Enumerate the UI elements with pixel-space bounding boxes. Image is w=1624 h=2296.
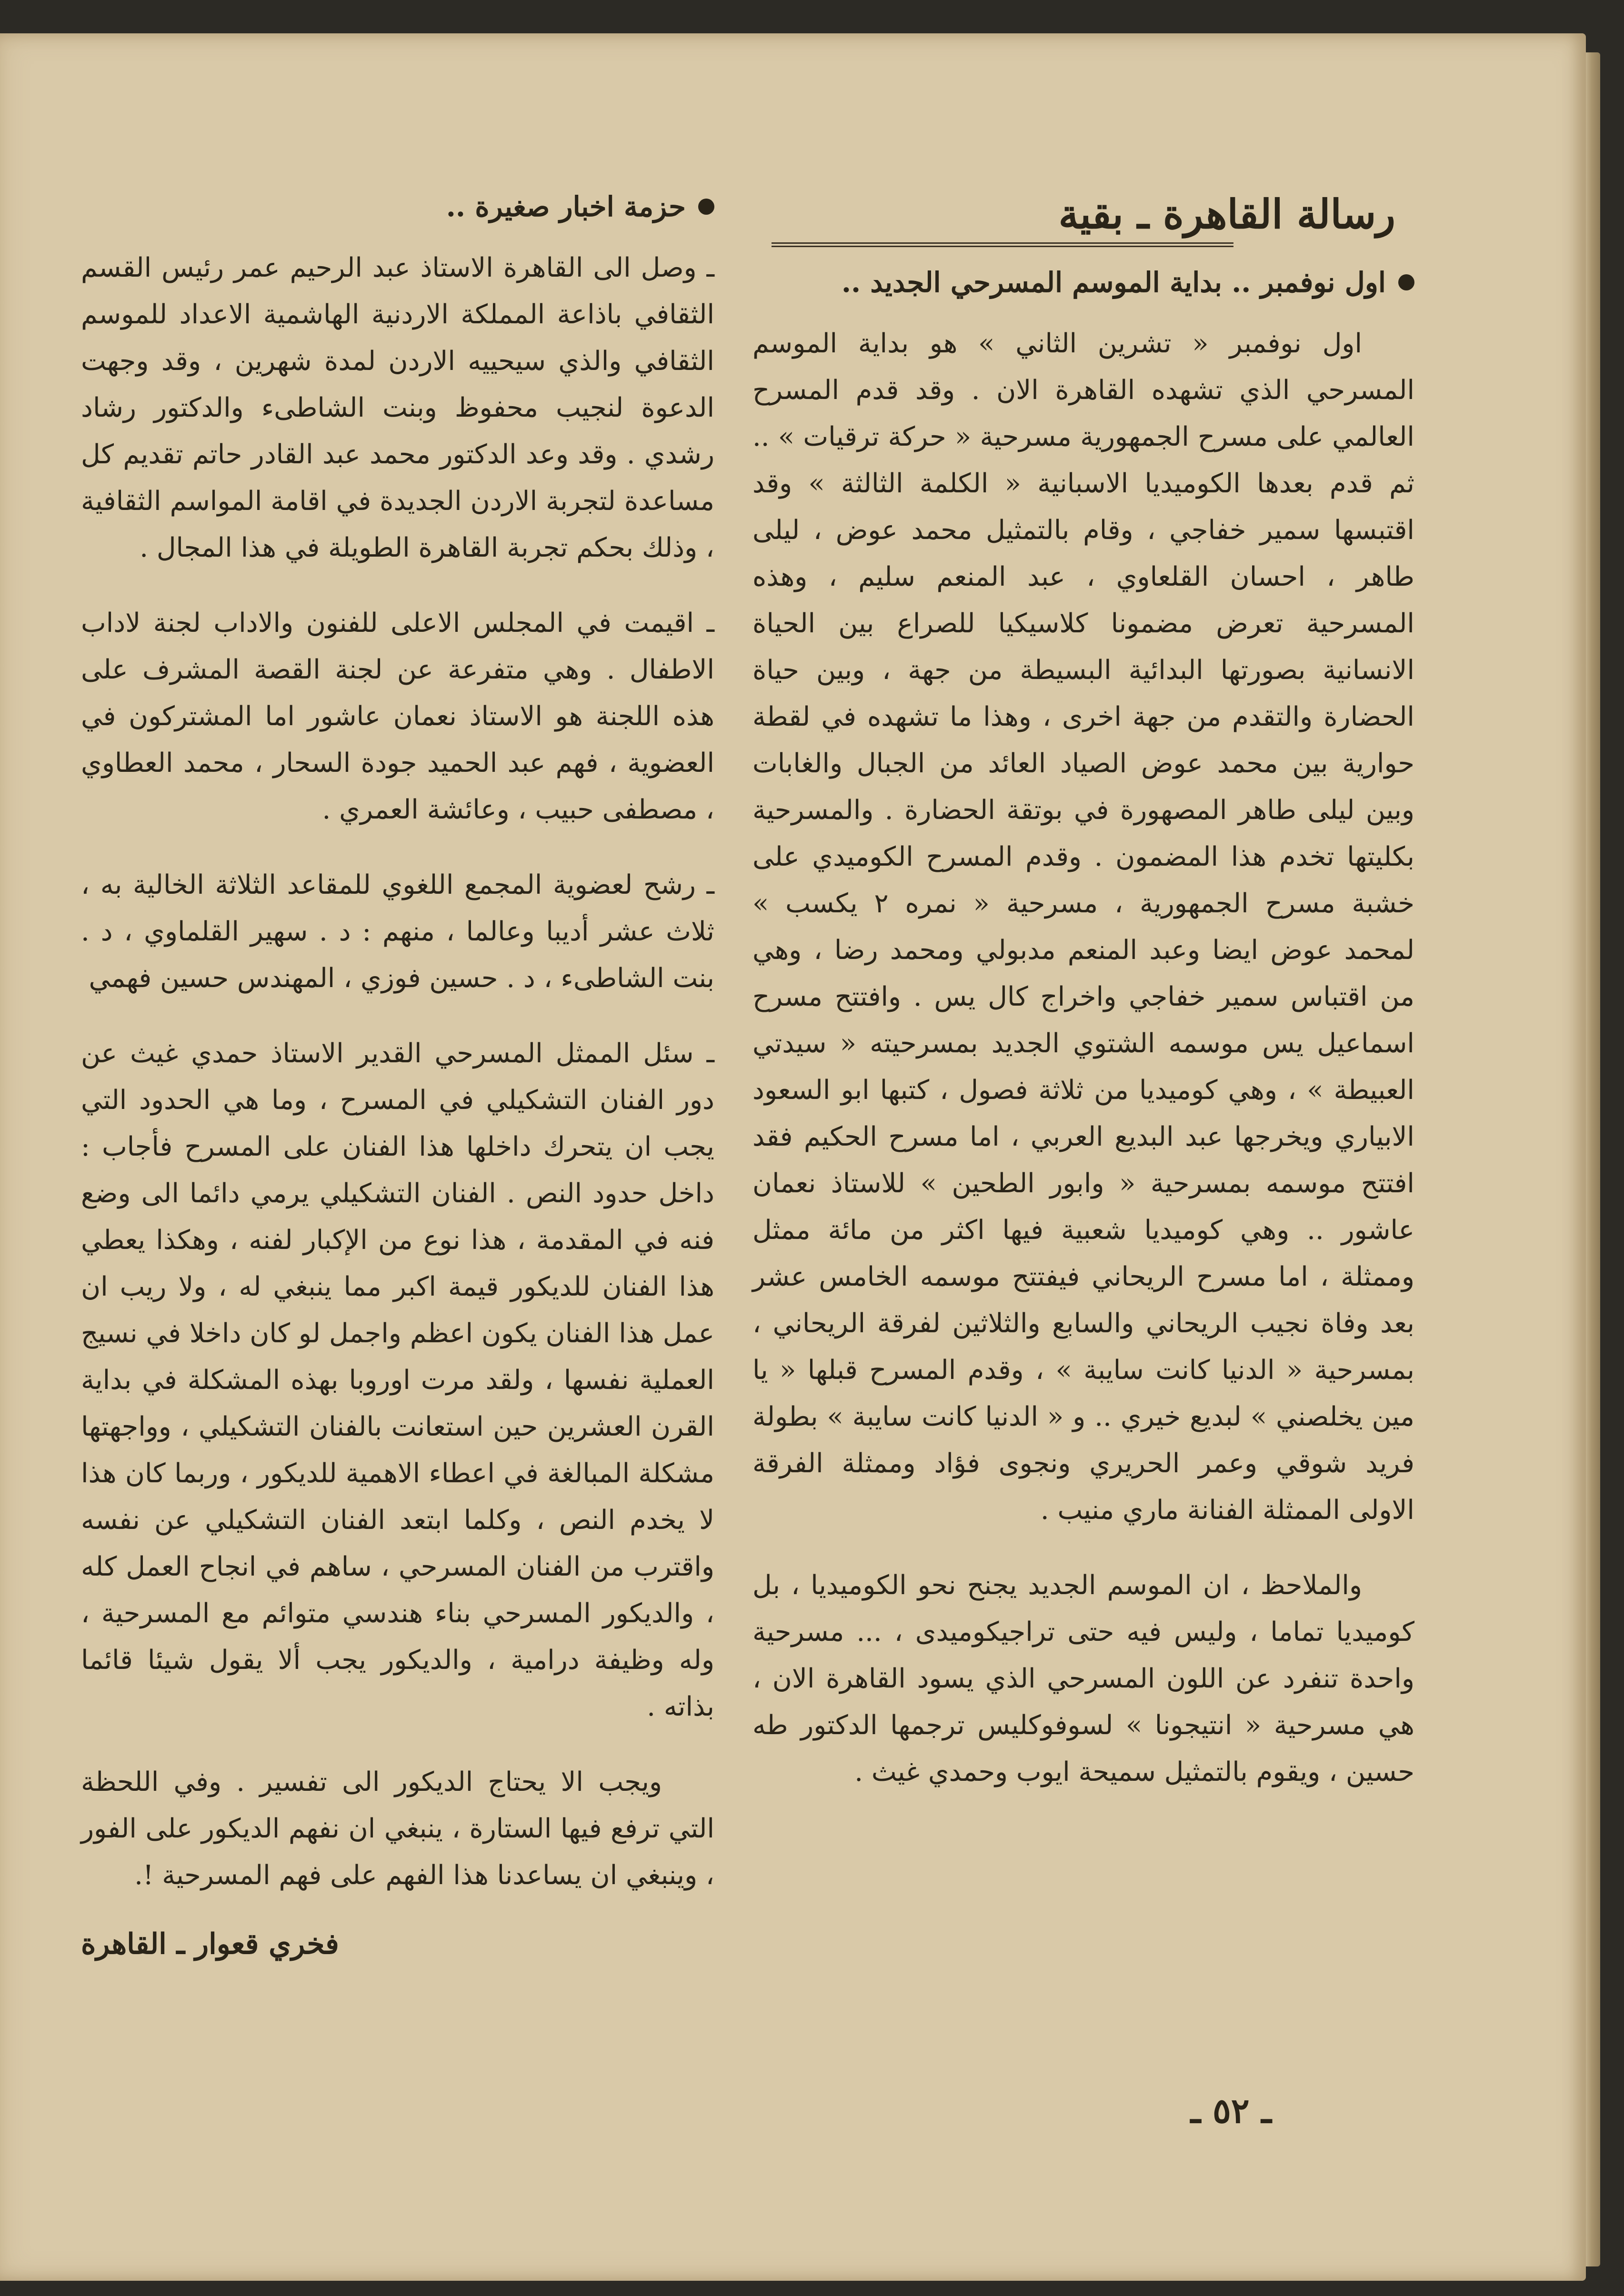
bullet-icon <box>698 199 714 215</box>
news-item: ويجب الا يحتاج الديكور الى تفسير . وفي اللحظة التي ترفع فيها الستارة ، ينبغي ان نفهم الديكور على الفور ، وينبغي ان يساعدنا هذا الفهم على فهم المسرحية !. <box>81 1767 714 1891</box>
news-item: ـ اقيمت في المجلس الاعلى للفنون والاداب لجنة لاداب الاطفال . وهي متفرعة عن لجنة القصة المشرف على هذه اللجنة هو الاستاذ نعمان عاشور اما المشتركون في العضوية ، فهم عبد الحميد جودة السحار ، محمد العطاوي ، مصطفى حبيب ، وعائشة العمري . <box>81 608 714 825</box>
news-item: ـ رشح لعضوية المجمع اللغوي للمقاعد الثلاثة الخالية به ، ثلاث عشر أديبا وعالما ، منهم : د . سهير القلماوي ، د . بنت الشاطىء ، د . حسين فوزي ، المهندس حسين فهمي <box>81 869 714 994</box>
article-paragraph: اول نوفمبر « تشرين الثاني » هو بداية الموسم المسرحي الذي تشهده القاهرة الان . وقد قدم المسرح العالمي على مسرح الجمهورية مسرحية « حركة ترقيات » .. ثم قدم بعدها الكوميديا الاسبانية « الكلمة الثالثة » وقد اقتبسها سمير خفاجي ، وقام بالتمثيل محمد عوض ، ليلى طاهر ، احسان القلعاوي ، عبد المنعم سليم ، وهذه المسرحية تعرض مضمونا كلاسيكيا للصراع بين الحياة الانسانية بصورتها البدائية البسيطة من جهة ، وبين حياة الحضارة والتقدم من جهة اخرى ، وهذا ما تشهده في لقطة حوارية بين محمد عوض الصياد العائد من الجبال والغابات وبين ليلى طاهر المصهورة في بوتقة الحضارة . والمسرحية بكليتها تخدم هذا المضمون . وقدم المسرح الكوميدي على خشبة مسرح الجمهورية ، مسرحية « نمره ٢ يكسب » لمحمد عوض ايضا وعبد المنعم مدبولي ومحمد رضا ، وهي من اقتباس سمير خفاجي واخراج كال يس . وافتتح مسرح اسماعيل يس موسمه الشتوي الجديد بمسرحيته « سيدتي العبيطة » ، وهي كوميديا من ثلاثة فصول ، كتبها ابو السعود الابياري ويخرجها عبد البديع العربي ، اما مسرح الحكيم فقد افتتح موسمه بمسرحية « وابور الطحين » للاستاذ نعمان عاشور .. وهي كوميديا شعبية فيها اكثر من مائة ممثل وممثلة ، اما مسرح الريحاني فيفتتح موسمه الخامس عشر بعد وفاة نجيب الريحاني والسابع والثلاثين لفرقة الريحاني ، بمسرحية « الدنيا كانت سايبة » ، وقدم المسرح قبلها « يا مين يخلصني » لبديع خيري .. و « الدنيا كانت سايبة » بطولة فريد شوقي وعمر الحريري ونجوى فؤاد وممثلة الفرقة الاولى الممثلة الفنانة ماري منيب . <box>752 328 1414 1526</box>
page-number: ـ ٥٢ ـ <box>1191 2090 1272 2131</box>
article-masthead: رسالة القاهرة ـ بقية <box>1058 190 1395 238</box>
article-column-cairo-letter <box>752 190 1414 1824</box>
section-heading-text: حزمة اخبار صغيرة .. <box>446 190 686 223</box>
section-heading <box>81 190 714 223</box>
article-column-news <box>81 190 714 1961</box>
news-item: ـ وصل الى القاهرة الاستاذ عبد الرحيم عمر رئيس القسم الثقافي باذاعة المملكة الاردنية الهاشمية الاعداد للموسم الثقافي والذي سيحييه الاردن لمدة شهرين ، وقد وجهت الدعوة لنجيب محفوظ وبنت الشاطىء والدكتور رشاد رشدي . وقد وعد الدكتور محمد عبد القادر حاتم تقديم كل مساعدة لتجربة الاردن الجديدة في اقامة المواسم الثقافية ، وذلك بحكم تجربة القاهرة الطويلة في هذا المجال . <box>81 252 714 563</box>
masthead-rule <box>772 242 1233 247</box>
page-edge <box>1586 52 1600 2266</box>
author-signature: فخري قعوار ـ القاهرة <box>81 1927 339 1961</box>
bullet-icon <box>1398 274 1414 290</box>
section-heading-text: اول نوفمبر .. بداية الموسم المسرحي الجديد .. <box>841 266 1386 299</box>
news-item: ـ سئل الممثل المسرحي القدير الاستاذ حمدي غيث عن دور الفنان التشكيلي في المسرح ، وما هي الحدود التي يجب ان يتحرك داخلها هذا الفنان على المسرح فأجاب : داخل حدود النص . الفنان التشكيلي يرمي دائما الى وضع فنه في المقدمة ، هذا نوع من الإكبار لفنه ، وهكذا يعطي هذا الفنان للديكور قيمة اكبر مما ينبغي له ، ولا ريب ان عمل هذا الفنان يكون اعظم واجمل لو كان داخلا في نسيج العملية نفسها ، ولقد مرت اوروبا بهذه المشكلة في بداية القرن العشرين حين استعانت بالفنان التشكيلي ، وواجهتها مشكلة المبالغة في اعطاء الاهمية للديكور ، وربما كان هذا لا يخدم النص ، وكلما ابتعد الفنان التشكيلي عن نفسه واقترب من الفنان المسرحي ، ساهم في انجاح العمل كله ، والديكور المسرحي بناء هندسي متوائم مع المسرحية ، وله وظيفة درامية ، والديكور يجب ألا يقول شيئا قائما بذاته . <box>81 1038 714 1722</box>
article-paragraph: والملاحظ ، ان الموسم الجديد يجنح نحو الكوميديا ، بل كوميديا تماما ، وليس فيه حتى تراجيكوميدى ، ... مسرحية واحدة تنفرد عن اللون المسرحي الذي يسود القاهرة الان ، هي مسرحية « انتيجونا » لسوفوكليس ترجمها الدكتور طه حسين ، ويقوم بالتمثيل سميحة ايوب وحمدي غيث . <box>752 1570 1414 1787</box>
section-heading <box>752 266 1414 299</box>
